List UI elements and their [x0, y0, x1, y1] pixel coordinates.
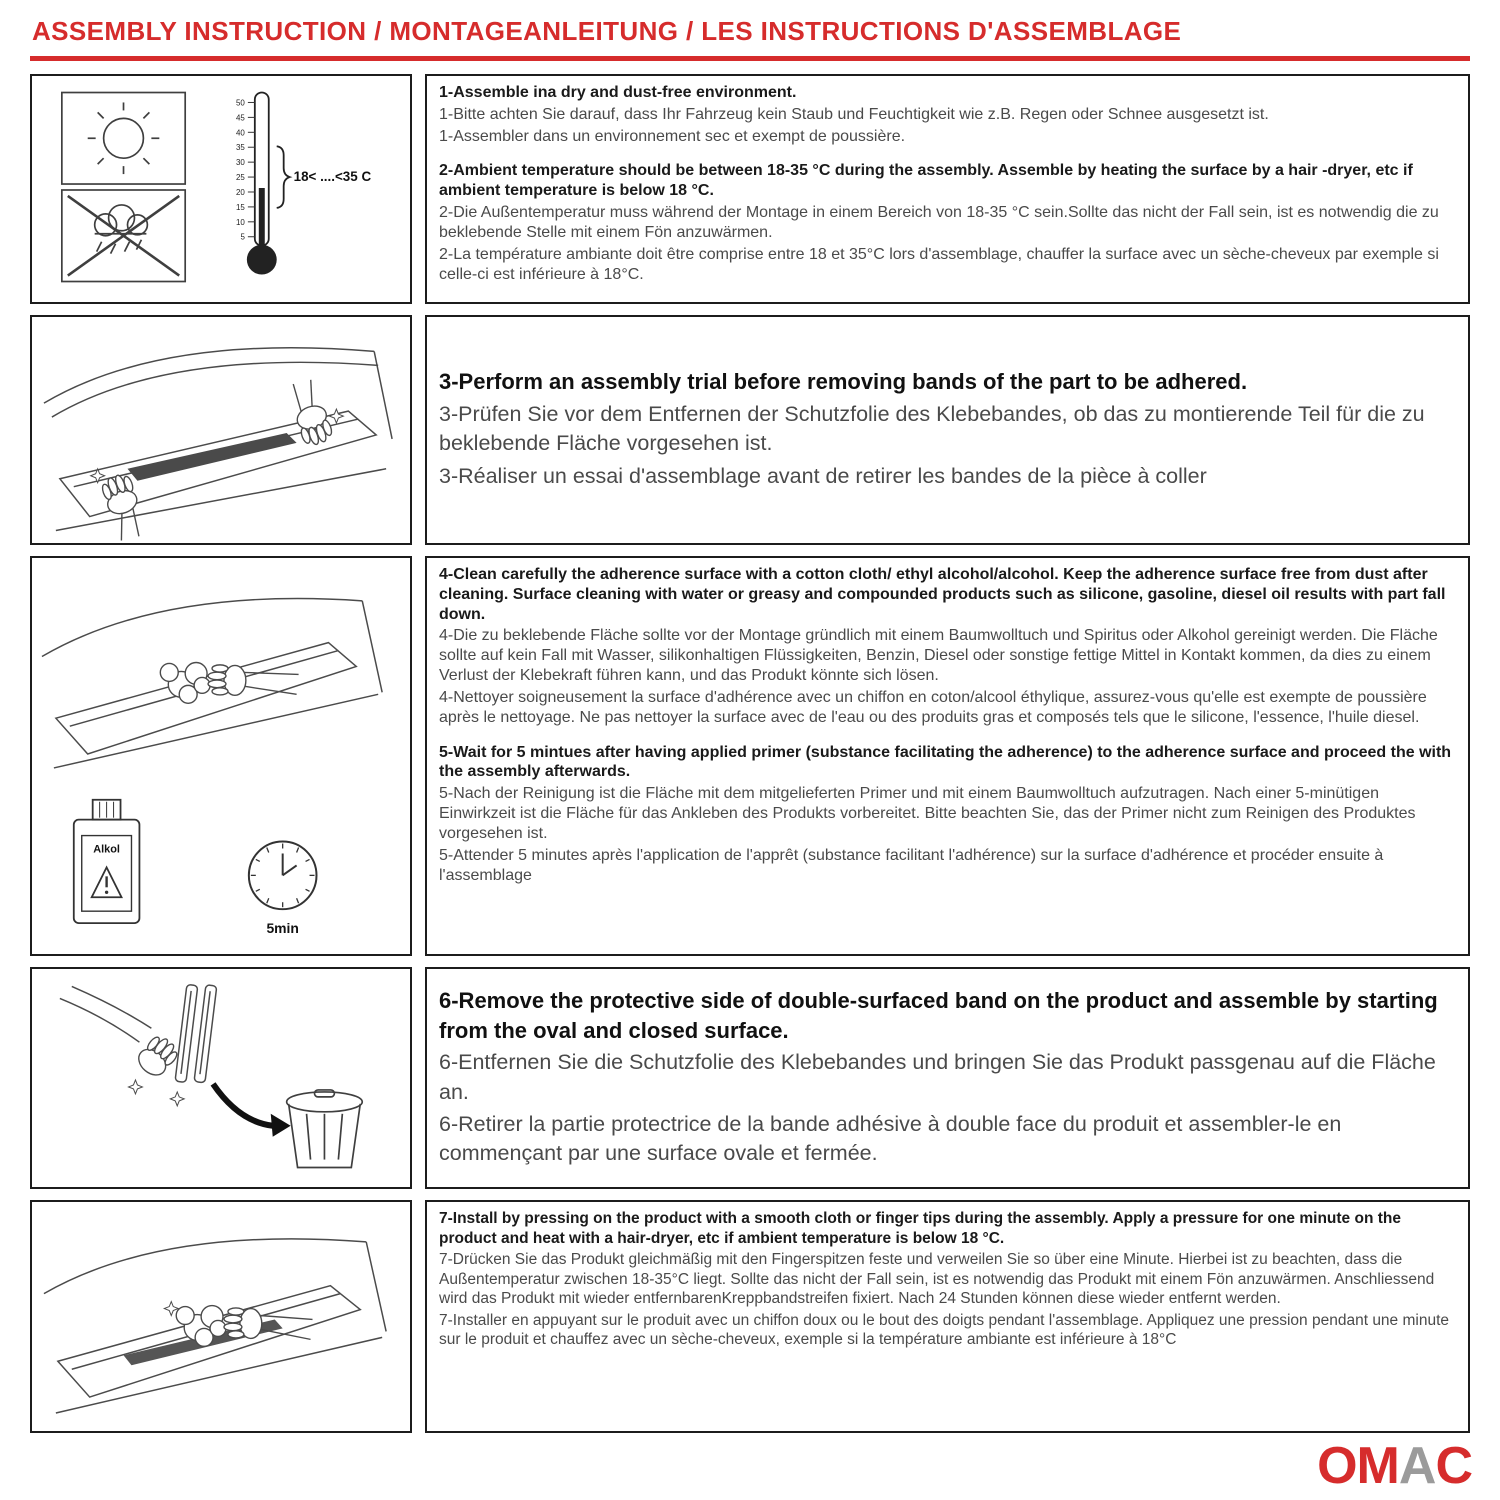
range-bracket: [277, 146, 290, 208]
left-hand-icon: [99, 472, 150, 543]
thermometer-tick-label: 50: [236, 98, 245, 108]
step1-text-de: 1-Bitte achten Sie darauf, dass Ihr Fahrzeug kein Staub und Feuchtigkeit wie z.B. Regen oder Schnee ausgesetzt ist.: [439, 105, 1269, 123]
door-sill-outline: [44, 348, 392, 531]
thermometer-tick-label: 10: [236, 217, 245, 227]
step2-text-de: 2-Die Außentemperatur muss während der Montage in einem Bereich von 18-35 °C sein.Sollte das nicht der Fall sein, ist es notwendig die zu beklebende Stelle mit einem Fön anzuwärmen.: [439, 204, 1439, 241]
no-rain-icon: [62, 190, 185, 282]
step7-text-en: 7-Install by pressing on the product with a smooth cloth or finger tips during the assembly. Apply a pressure for one minute on the product and heat with a hair-dryer, etc if ambient temperature is below 18 °C.: [439, 1210, 1401, 1247]
instructions-step-6: [425, 967, 1470, 1189]
cleaning-hand-icon: [208, 665, 299, 695]
thermometer-tick-label: 35: [236, 143, 245, 153]
environment-illustration: [32, 76, 410, 302]
adhesive-strips-icon: [175, 982, 217, 1084]
holding-hand-icon: [134, 1032, 182, 1081]
clock-icon: [249, 842, 317, 937]
step6-text-fr: 6-Retirer la partie protectrice de la bande adhésive à double face du produit et assembler-le en commençant par une surface ovale et fermée.: [439, 1111, 1342, 1166]
thermometer-tick-label: 40: [236, 128, 245, 138]
step3-text-fr: 3-Réaliser un essai d'assemblage avant de retirer les bandes de la pièce à coller: [439, 463, 1207, 488]
instruction-row-3: [30, 556, 1470, 956]
omac-logo: [1317, 1437, 1472, 1495]
step2-text-fr: 2-La température ambiante doit être comprise entre 18 et 35°C lors d'assemblage, chauffer la surface avec un sèche-cheveux par exemple si celle-ci est inférieure à 18°C.: [439, 245, 1439, 283]
instruction-row-4: [30, 967, 1470, 1189]
instruction-row-2: [30, 315, 1470, 545]
instructions-step-7: [425, 1200, 1470, 1433]
step1-text-en: 1-Assemble ina dry and dust-free environment.: [439, 84, 797, 101]
illustration-assembly-trial: [30, 315, 412, 545]
step1-text-fr: 1-Assembler dans un environnement sec et exempt de poussière.: [439, 127, 906, 145]
instruction-row-1: [30, 74, 1470, 304]
sun-icon: [62, 93, 185, 185]
title-underline: [30, 56, 1470, 61]
step4-text-de: 4-Die zu beklebende Fläche sollte vor der Montage gründlich mit einem Baumwolltuch und Spiritus oder Alkohol gereinigt werden. Die Fläche sollte auf kein Fall mit Wasser, silikonhaltigen Flüssigkeiten, Benzin, Diesel oder sonstige fettige Mittel in Kontakt kommen, da dies zu einem Verlust der Klebekraft führen kann, und das Produkt könnte sich lösen.: [439, 627, 1438, 685]
bottle-label: Alkol: [93, 843, 120, 856]
cleaning-cloth-icon: [160, 662, 210, 703]
illustration-remove-band: [30, 967, 412, 1189]
illustration-environment: [30, 74, 412, 304]
cleaning-illustration: [32, 558, 410, 954]
step4-text-en: 4-Clean carefully the adherence surface with a cotton cloth/ ethyl alcohol/alcohol. Keep the adherence surface free from dust after cleaning. Surface cleaning with water or greasy and compounded products such as silicone, gasoline, diesel oil results with part fall down.: [439, 566, 1446, 623]
instructions-steps-4-5: [425, 556, 1470, 956]
instructions-step-3: [425, 315, 1470, 545]
step7-text-fr: 7-Installer en appuyant sur le produit avec un chiffon doux ou le bout des doigts pendant l'assemblage. Appliquez une pression pendant une minute sur le produit et chauffez avec un sèche-cheveux, exemple si la température ambiante est inférieure à 18°C: [439, 1311, 1450, 1349]
right-hand-icon: [284, 377, 335, 448]
step6-text-en: 6-Remove the protective side of double-surfaced band on the product and assemble by starting from the oval and closed surface.: [439, 987, 1438, 1043]
temp-range-label: 18< ....<35 C: [293, 169, 372, 185]
illustration-press-install: [30, 1200, 412, 1433]
assembly-trial-illustration: [32, 317, 410, 543]
step5-text-de: 5-Nach der Reinigung ist die Fläche mit dem mitgelieferten Primer und mit einem Baumwolltuch aufzutragen. Nach einer 5-minütigen Einwirkzeit ist die Fläche für das Ankleben des Produkts vorbereitet. Bitte beachten Sie, das der Primer nicht zum Reinigen des Produktes vorgesehen ist.: [439, 785, 1416, 842]
step5-text-fr: 5-Attender 5 minutes après l'application de l'apprêt (substance facilitant l'adhérence) sur la surface d'adhérence et procéder ensuite à l'assemblage: [439, 846, 1384, 884]
instructions-steps-1-2: [425, 74, 1470, 304]
clock-label: 5min: [266, 920, 299, 937]
logo-text-om: OM: [1317, 1437, 1399, 1495]
thermometer-tick-label: 15: [236, 202, 245, 212]
illustration-cleaning: [30, 556, 412, 956]
discard-arrow-icon: [213, 1084, 291, 1137]
step5-text-en: 5-Wait for 5 mintues after having applied primer (substance facilitating the adherence) to the adherence surface and proceed the with the assembly afterwards.: [439, 743, 1452, 781]
step3-text-en: 3-Perform an assembly trial before removing bands of the part to be adhered.: [439, 369, 1248, 395]
step6-text-de: 6-Entfernen Sie die Schutzfolie des Klebebandes und bringen Sie das Produkt passgenau auf die Fläche an.: [439, 1050, 1436, 1104]
sparkle-icon: [128, 1080, 184, 1106]
thermometer-tick-label: 20: [236, 187, 245, 197]
press-install-illustration: [32, 1202, 410, 1431]
instruction-row-5: [30, 1200, 1470, 1433]
trash-bin-icon: [287, 1090, 363, 1168]
thermometer-tick-label: 45: [236, 113, 245, 123]
logo-text-a: A: [1398, 1437, 1436, 1495]
arm-outline: [60, 986, 152, 1042]
logo-text-c: C: [1435, 1437, 1472, 1495]
step2-text-en: 2-Ambient temperature should be between 18-35 °C during the assembly. Assemble by heating the surface by a hair -dryer, etc if ambient temperature is below 18 °C.: [439, 162, 1413, 200]
page-title: ASSEMBLY INSTRUCTION / MONTAGEANLEITUNG / LES INSTRUCTIONS D'ASSEMBLAGE: [32, 16, 1182, 46]
thermometer-tick-label: 25: [236, 173, 245, 183]
step7-text-de: 7-Drücken Sie das Produkt gleichmäßig mit den Fingerspitzen feste und verweilen Sie so über eine Minute. Hierbei ist zu beachten, dass die Außentemperatur zwischen 18-35°C liegt. Sollte das nicht der Fall sein, ist es notwendig das Produkt mit einem Fön anzuwärmen. Anschliessend wird das Produkt mit wieder entfernbarenKreppbandstreifen fixiert. Nach 24 Stunden können diese wieder entfernt werden.: [439, 1251, 1435, 1308]
step3-text-de: 3-Prüfen Sie vor dem Entfernen der Schutzfolie des Klebebandes, ob das zu montierende Teil für die zu beklebende Fläche vorgesehen ist.: [439, 402, 1425, 456]
thermometer-tick-label: 5: [240, 232, 245, 242]
remove-band-illustration: [32, 969, 410, 1187]
thermometer-icon: [236, 93, 371, 275]
step4-text-fr: 4-Nettoyer soigneusement la surface d'adhérence avec un chiffon en coton/alcool éthylique, assurez-vous qu'elle est exempte de poussière après le nettoyage. Ne pas nettoyer la surface avec de l'eau ou des produits gras et composés tels que le silicone, l'essence, l'huile diesel.: [439, 688, 1427, 726]
thermometer-tick-label: 30: [236, 158, 245, 168]
alcohol-bottle-icon: [74, 800, 140, 923]
